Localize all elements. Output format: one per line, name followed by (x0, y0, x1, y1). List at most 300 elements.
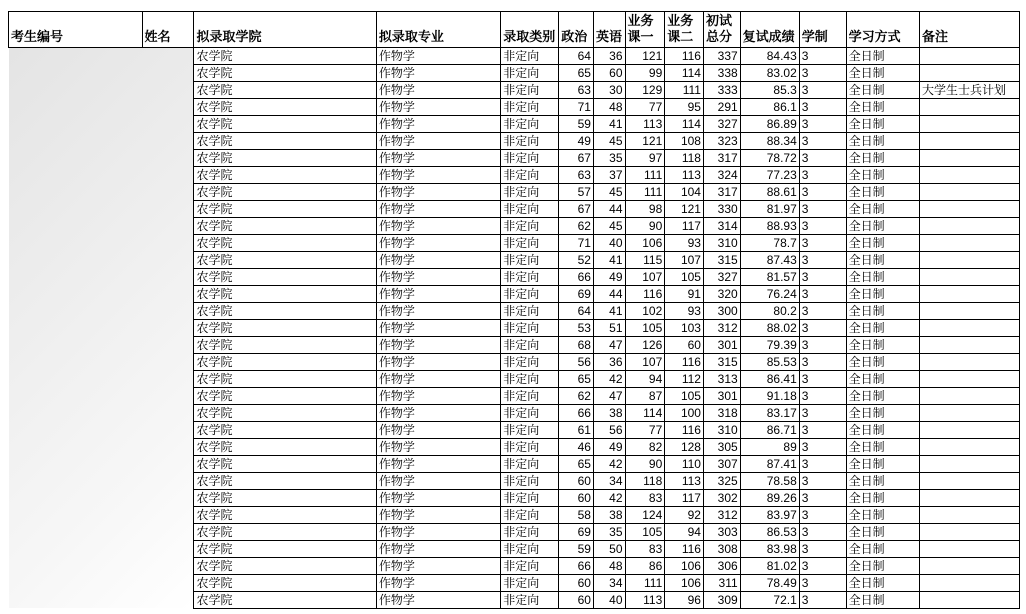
cell-retest-score: 86.71 (740, 422, 799, 439)
cell-retest-score: 77.23 (740, 167, 799, 184)
cell-college: 农学院 (194, 65, 376, 82)
cell-major: 作物学 (376, 592, 500, 609)
cell-politics: 60 (559, 592, 594, 609)
cell-course2: 106 (665, 558, 704, 575)
cell-duration: 3 (799, 592, 846, 609)
cell-english: 40 (593, 235, 625, 252)
cell-study-mode: 全日制 (846, 439, 919, 456)
cell-politics: 67 (559, 201, 594, 218)
cell-admission-type: 非定向 (501, 422, 559, 439)
cell-duration: 3 (799, 575, 846, 592)
cell-admission-type: 非定向 (501, 439, 559, 456)
header-course1: 业务课一 (625, 12, 665, 48)
header-college: 拟录取学院 (194, 12, 376, 48)
header-retest-score: 复试成绩 (740, 12, 799, 48)
cell-study-mode: 全日制 (846, 541, 919, 558)
cell-remarks (920, 133, 1020, 150)
cell-initial-total: 302 (703, 490, 740, 507)
cell-admission-type: 非定向 (501, 303, 559, 320)
cell-duration: 3 (799, 558, 846, 575)
cell-politics: 71 (559, 235, 594, 252)
cell-course1: 107 (625, 269, 665, 286)
cell-retest-score: 81.02 (740, 558, 799, 575)
cell-english: 48 (593, 558, 625, 575)
cell-english: 47 (593, 388, 625, 405)
cell-retest-score: 78.58 (740, 473, 799, 490)
cell-duration: 3 (799, 405, 846, 422)
cell-duration: 3 (799, 524, 846, 541)
cell-english: 42 (593, 371, 625, 388)
header-politics: 政治 (559, 12, 594, 48)
cell-college: 农学院 (194, 218, 376, 235)
cell-duration: 3 (799, 235, 846, 252)
cell-remarks (920, 388, 1020, 405)
cell-study-mode: 全日制 (846, 473, 919, 490)
cell-duration: 3 (799, 388, 846, 405)
cell-english: 56 (593, 422, 625, 439)
cell-course1: 94 (625, 371, 665, 388)
cell-initial-total: 312 (703, 507, 740, 524)
cell-course2: 121 (665, 201, 704, 218)
cell-duration: 3 (799, 354, 846, 371)
cell-retest-score: 84.43 (740, 48, 799, 65)
cell-admission-type: 非定向 (501, 269, 559, 286)
cell-remarks (920, 252, 1020, 269)
cell-politics: 66 (559, 405, 594, 422)
cell-admission-type: 非定向 (501, 405, 559, 422)
cell-retest-score: 86.1 (740, 99, 799, 116)
header-admission-type: 录取类别 (501, 12, 559, 48)
cell-retest-score: 88.61 (740, 184, 799, 201)
cell-college: 农学院 (194, 337, 376, 354)
cell-major: 作物学 (376, 218, 500, 235)
cell-duration: 3 (799, 150, 846, 167)
table-body (9, 48, 1020, 609)
cell-major: 作物学 (376, 371, 500, 388)
cell-study-mode: 全日制 (846, 167, 919, 184)
cell-study-mode: 全日制 (846, 388, 919, 405)
cell-study-mode: 全日制 (846, 524, 919, 541)
cell-course1: 87 (625, 388, 665, 405)
cell-study-mode: 全日制 (846, 201, 919, 218)
cell-college: 农学院 (194, 592, 376, 609)
cell-retest-score: 81.57 (740, 269, 799, 286)
cell-admission-type: 非定向 (501, 337, 559, 354)
cell-initial-total: 323 (703, 133, 740, 150)
cell-retest-score: 80.2 (740, 303, 799, 320)
cell-initial-total: 317 (703, 184, 740, 201)
cell-college: 农学院 (194, 82, 376, 99)
cell-course2: 105 (665, 388, 704, 405)
cell-course1: 77 (625, 99, 665, 116)
cell-admission-type: 非定向 (501, 99, 559, 116)
cell-college: 农学院 (194, 473, 376, 490)
cell-duration: 3 (799, 82, 846, 99)
cell-duration: 3 (799, 167, 846, 184)
cell-study-mode: 全日制 (846, 150, 919, 167)
cell-major: 作物学 (376, 507, 500, 524)
cell-retest-score: 72.1 (740, 592, 799, 609)
cell-remarks (920, 235, 1020, 252)
cell-politics: 62 (559, 218, 594, 235)
cell-retest-score: 83.17 (740, 405, 799, 422)
cell-remarks (920, 422, 1020, 439)
cell-initial-total: 337 (703, 48, 740, 65)
cell-college: 农学院 (194, 456, 376, 473)
cell-course1: 124 (625, 507, 665, 524)
cell-politics: 66 (559, 558, 594, 575)
cell-course1: 111 (625, 167, 665, 184)
cell-politics: 59 (559, 541, 594, 558)
cell-retest-score: 83.98 (740, 541, 799, 558)
header-row (9, 12, 1020, 48)
cell-politics: 69 (559, 524, 594, 541)
cell-college: 农学院 (194, 371, 376, 388)
cell-course2: 108 (665, 133, 704, 150)
cell-major: 作物学 (376, 286, 500, 303)
cell-initial-total: 307 (703, 456, 740, 473)
cell-remarks (920, 405, 1020, 422)
cell-politics: 56 (559, 354, 594, 371)
cell-politics: 60 (559, 490, 594, 507)
cell-english: 50 (593, 541, 625, 558)
cell-college: 农学院 (194, 201, 376, 218)
cell-course1: 90 (625, 456, 665, 473)
cell-duration: 3 (799, 439, 846, 456)
cell-remarks (920, 490, 1020, 507)
cell-initial-total: 333 (703, 82, 740, 99)
cell-admission-type: 非定向 (501, 490, 559, 507)
cell-admission-type: 非定向 (501, 201, 559, 218)
cell-study-mode: 全日制 (846, 116, 919, 133)
cell-major: 作物学 (376, 524, 500, 541)
cell-major: 作物学 (376, 201, 500, 218)
cell-college: 农学院 (194, 439, 376, 456)
cell-retest-score: 78.49 (740, 575, 799, 592)
cell-duration: 3 (799, 473, 846, 490)
cell-college: 农学院 (194, 303, 376, 320)
cell-course2: 116 (665, 48, 704, 65)
cell-retest-score: 85.3 (740, 82, 799, 99)
cell-english: 45 (593, 218, 625, 235)
cell-course2: 116 (665, 422, 704, 439)
cell-initial-total: 312 (703, 320, 740, 337)
cell-english: 42 (593, 490, 625, 507)
cell-politics: 64 (559, 48, 594, 65)
cell-college: 农学院 (194, 286, 376, 303)
cell-remarks (920, 507, 1020, 524)
cell-course2: 106 (665, 575, 704, 592)
cell-english: 44 (593, 201, 625, 218)
cell-major: 作物学 (376, 541, 500, 558)
cell-english: 48 (593, 99, 625, 116)
cell-duration: 3 (799, 65, 846, 82)
cell-duration: 3 (799, 184, 846, 201)
cell-initial-total: 327 (703, 116, 740, 133)
cell-politics: 71 (559, 99, 594, 116)
cell-politics: 63 (559, 82, 594, 99)
cell-initial-total: 311 (703, 575, 740, 592)
cell-college: 农学院 (194, 184, 376, 201)
header-exam-id: 考生编号 (9, 12, 143, 48)
cell-english: 44 (593, 286, 625, 303)
cell-admission-type: 非定向 (501, 235, 559, 252)
cell-remarks (920, 99, 1020, 116)
cell-study-mode: 全日制 (846, 218, 919, 235)
cell-college: 农学院 (194, 558, 376, 575)
cell-duration: 3 (799, 48, 846, 65)
cell-college: 农学院 (194, 167, 376, 184)
cell-admission-type: 非定向 (501, 116, 559, 133)
cell-duration: 3 (799, 116, 846, 133)
cell-english: 40 (593, 592, 625, 609)
cell-course1: 83 (625, 490, 665, 507)
cell-admission-type: 非定向 (501, 575, 559, 592)
cell-major: 作物学 (376, 558, 500, 575)
cell-retest-score: 85.53 (740, 354, 799, 371)
cell-english: 45 (593, 184, 625, 201)
cell-college: 农学院 (194, 116, 376, 133)
cell-major: 作物学 (376, 388, 500, 405)
cell-retest-score: 87.41 (740, 456, 799, 473)
cell-english: 35 (593, 524, 625, 541)
cell-initial-total: 305 (703, 439, 740, 456)
cell-course2: 116 (665, 354, 704, 371)
cell-college: 农学院 (194, 575, 376, 592)
cell-politics: 59 (559, 116, 594, 133)
cell-major: 作物学 (376, 65, 500, 82)
cell-initial-total: 309 (703, 592, 740, 609)
cell-remarks (920, 439, 1020, 456)
cell-duration: 3 (799, 201, 846, 218)
cell-initial-total: 320 (703, 286, 740, 303)
header-course2: 业务课二 (665, 12, 704, 48)
cell-study-mode: 全日制 (846, 269, 919, 286)
cell-college: 农学院 (194, 422, 376, 439)
header-initial-total: 初试总分 (703, 12, 740, 48)
cell-english: 41 (593, 116, 625, 133)
cell-duration: 3 (799, 218, 846, 235)
cell-retest-score: 83.97 (740, 507, 799, 524)
cell-major: 作物学 (376, 235, 500, 252)
header-remarks: 备注 (920, 12, 1020, 48)
cell-duration: 3 (799, 269, 846, 286)
cell-college: 农学院 (194, 150, 376, 167)
cell-remarks (920, 286, 1020, 303)
cell-major: 作物学 (376, 456, 500, 473)
cell-study-mode: 全日制 (846, 65, 919, 82)
cell-admission-type: 非定向 (501, 371, 559, 388)
cell-politics: 65 (559, 65, 594, 82)
cell-initial-total: 318 (703, 405, 740, 422)
cell-remarks (920, 354, 1020, 371)
cell-remarks (920, 201, 1020, 218)
cell-college: 农学院 (194, 524, 376, 541)
cell-study-mode: 全日制 (846, 48, 919, 65)
cell-study-mode: 全日制 (846, 507, 919, 524)
cell-course1: 102 (625, 303, 665, 320)
cell-course2: 95 (665, 99, 704, 116)
admission-table (8, 11, 1020, 609)
cell-course2: 93 (665, 303, 704, 320)
cell-course2: 93 (665, 235, 704, 252)
cell-course1: 115 (625, 252, 665, 269)
cell-initial-total: 313 (703, 371, 740, 388)
cell-english: 37 (593, 167, 625, 184)
cell-course1: 86 (625, 558, 665, 575)
cell-english: 34 (593, 575, 625, 592)
cell-major: 作物学 (376, 167, 500, 184)
cell-major: 作物学 (376, 133, 500, 150)
cell-english: 42 (593, 456, 625, 473)
cell-course2: 60 (665, 337, 704, 354)
cell-politics: 49 (559, 133, 594, 150)
cell-course1: 105 (625, 524, 665, 541)
cell-duration: 3 (799, 456, 846, 473)
cell-major: 作物学 (376, 320, 500, 337)
cell-study-mode: 全日制 (846, 99, 919, 116)
cell-course2: 117 (665, 490, 704, 507)
cell-admission-type: 非定向 (501, 133, 559, 150)
cell-initial-total: 327 (703, 269, 740, 286)
cell-english: 34 (593, 473, 625, 490)
cell-retest-score: 86.53 (740, 524, 799, 541)
cell-admission-type: 非定向 (501, 388, 559, 405)
cell-politics: 69 (559, 286, 594, 303)
cell-major: 作物学 (376, 337, 500, 354)
cell-initial-total: 310 (703, 422, 740, 439)
cell-college: 农学院 (194, 541, 376, 558)
cell-remarks (920, 269, 1020, 286)
cell-duration: 3 (799, 490, 846, 507)
cell-college: 农学院 (194, 235, 376, 252)
cell-major: 作物学 (376, 439, 500, 456)
cell-course1: 121 (625, 133, 665, 150)
cell-study-mode: 全日制 (846, 303, 919, 320)
cell-remarks (920, 65, 1020, 82)
cell-course2: 117 (665, 218, 704, 235)
cell-course2: 107 (665, 252, 704, 269)
cell-course2: 116 (665, 541, 704, 558)
cell-remarks (920, 558, 1020, 575)
cell-admission-type: 非定向 (501, 507, 559, 524)
cell-course2: 114 (665, 116, 704, 133)
cell-english: 30 (593, 82, 625, 99)
cell-major: 作物学 (376, 422, 500, 439)
cell-study-mode: 全日制 (846, 320, 919, 337)
cell-retest-score: 88.34 (740, 133, 799, 150)
cell-college: 农学院 (194, 354, 376, 371)
cell-course1: 118 (625, 473, 665, 490)
cell-study-mode: 全日制 (846, 371, 919, 388)
cell-study-mode: 全日制 (846, 286, 919, 303)
cell-initial-total: 330 (703, 201, 740, 218)
cell-politics: 57 (559, 184, 594, 201)
cell-major: 作物学 (376, 473, 500, 490)
cell-initial-total: 291 (703, 99, 740, 116)
cell-admission-type: 非定向 (501, 82, 559, 99)
cell-course1: 107 (625, 354, 665, 371)
cell-admission-type: 非定向 (501, 167, 559, 184)
cell-course2: 114 (665, 65, 704, 82)
cell-course2: 104 (665, 184, 704, 201)
table-row (9, 48, 1020, 65)
cell-retest-score: 78.7 (740, 235, 799, 252)
cell-retest-score: 81.97 (740, 201, 799, 218)
cell-politics: 63 (559, 167, 594, 184)
cell-college: 农学院 (194, 507, 376, 524)
cell-politics: 65 (559, 371, 594, 388)
cell-english: 38 (593, 405, 625, 422)
cell-duration: 3 (799, 337, 846, 354)
cell-duration: 3 (799, 541, 846, 558)
cell-study-mode: 全日制 (846, 575, 919, 592)
cell-initial-total: 338 (703, 65, 740, 82)
cell-course1: 116 (625, 286, 665, 303)
header-major: 拟录取专业 (376, 12, 500, 48)
cell-remarks (920, 473, 1020, 490)
cell-politics: 52 (559, 252, 594, 269)
cell-politics: 62 (559, 388, 594, 405)
cell-course1: 99 (625, 65, 665, 82)
cell-remarks (920, 320, 1020, 337)
cell-retest-score: 83.02 (740, 65, 799, 82)
cell-politics: 58 (559, 507, 594, 524)
cell-course2: 91 (665, 286, 704, 303)
cell-admission-type: 非定向 (501, 48, 559, 65)
cell-course2: 105 (665, 269, 704, 286)
cell-major: 作物学 (376, 184, 500, 201)
cell-initial-total: 306 (703, 558, 740, 575)
header-study-mode: 学习方式 (846, 12, 919, 48)
cell-major: 作物学 (376, 490, 500, 507)
cell-admission-type: 非定向 (501, 354, 559, 371)
redacted-id-name-area (9, 48, 194, 609)
cell-course1: 114 (625, 405, 665, 422)
cell-english: 49 (593, 439, 625, 456)
cell-major: 作物学 (376, 405, 500, 422)
cell-course1: 82 (625, 439, 665, 456)
cell-admission-type: 非定向 (501, 473, 559, 490)
cell-initial-total: 314 (703, 218, 740, 235)
cell-initial-total: 310 (703, 235, 740, 252)
cell-course1: 111 (625, 184, 665, 201)
cell-admission-type: 非定向 (501, 150, 559, 167)
cell-duration: 3 (799, 320, 846, 337)
cell-major: 作物学 (376, 303, 500, 320)
cell-english: 36 (593, 354, 625, 371)
cell-admission-type: 非定向 (501, 456, 559, 473)
cell-study-mode: 全日制 (846, 456, 919, 473)
cell-english: 38 (593, 507, 625, 524)
redaction-block (9, 48, 194, 608)
cell-initial-total: 300 (703, 303, 740, 320)
cell-english: 49 (593, 269, 625, 286)
cell-initial-total: 317 (703, 150, 740, 167)
cell-remarks (920, 184, 1020, 201)
cell-english: 60 (593, 65, 625, 82)
header-english: 英语 (593, 12, 625, 48)
cell-duration: 3 (799, 422, 846, 439)
cell-course2: 128 (665, 439, 704, 456)
header-name: 姓名 (142, 12, 194, 48)
cell-english: 36 (593, 48, 625, 65)
cell-study-mode: 全日制 (846, 490, 919, 507)
cell-english: 47 (593, 337, 625, 354)
cell-initial-total: 315 (703, 252, 740, 269)
cell-politics: 64 (559, 303, 594, 320)
cell-duration: 3 (799, 303, 846, 320)
